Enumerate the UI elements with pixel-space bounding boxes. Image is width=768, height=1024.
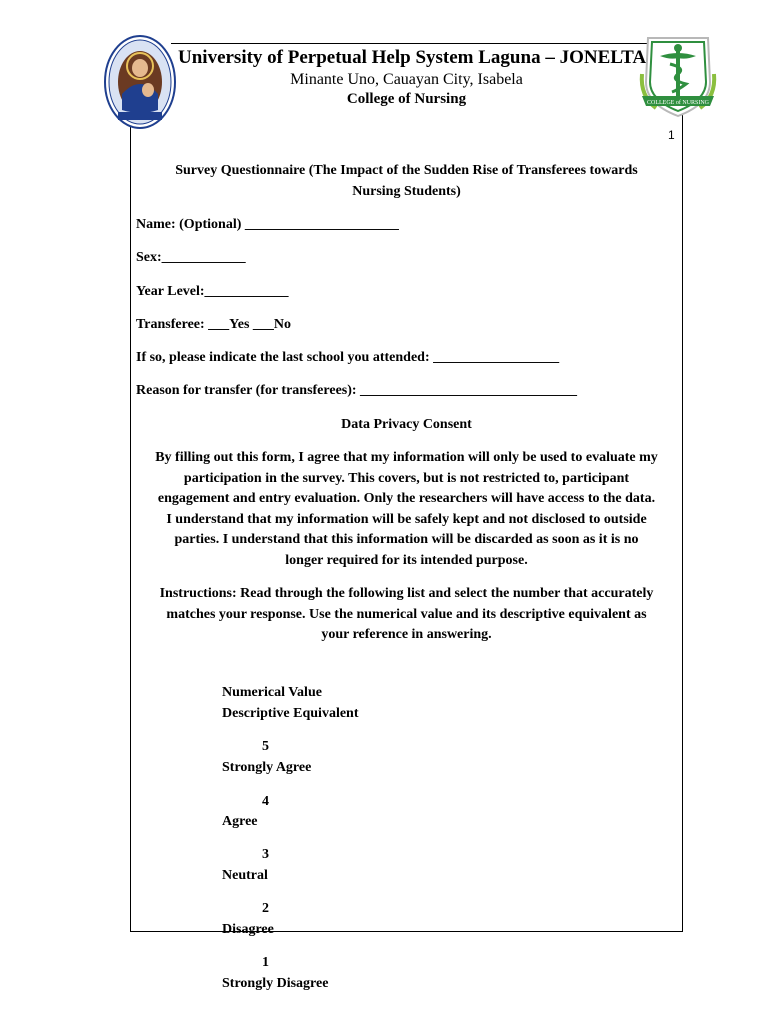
- scale-label: Strongly Agree: [222, 760, 312, 775]
- transferee-field: Transferee: ___Yes ___No: [136, 317, 292, 332]
- instructions-paragraph: Instructions: Read through the following list and select the number that accurately matches your response. Use the numerical value and its descriptive equivalent as your reference in answering.: [159, 586, 654, 643]
- scale-label: Agree: [222, 814, 258, 829]
- scale-header-descriptive: Descriptive Equivalent: [222, 706, 359, 721]
- reason-field: Reason for transfer (for transferees): _______________________________: [136, 383, 578, 398]
- scale-label: Strongly Disagree: [222, 976, 329, 991]
- sex-field: Sex:____________: [136, 250, 246, 265]
- last-school-field: If so, please indicate the last school you attended: __________________: [136, 350, 560, 365]
- college-name: College of Nursing: [346, 91, 467, 107]
- scale-value: 5: [262, 739, 269, 754]
- year-level-field: Year Level:____________: [136, 284, 289, 299]
- consent-heading: Data Privacy Consent: [341, 417, 472, 432]
- scale-label: Disagree: [222, 922, 274, 937]
- university-address: Minante Uno, Cauayan City, Isabela: [290, 71, 523, 88]
- scale-value: 1: [262, 955, 269, 970]
- scale-value: 2: [262, 901, 269, 916]
- scale-header-numerical: Numerical Value: [222, 685, 322, 700]
- university-name: University of Perpetual Help System Laguna – JONELTA: [178, 47, 647, 68]
- scale-value: 3: [262, 847, 269, 862]
- name-field: Name: (Optional) ______________________: [136, 217, 399, 232]
- scale-label: Neutral: [222, 868, 268, 883]
- logo-text: COLLEGE of NURSING: [647, 100, 709, 106]
- scale-value: 4: [262, 794, 269, 809]
- page-number: 1: [668, 128, 675, 142]
- survey-title: Survey Questionnaire (The Impact of the Sudden Rise of Transferees towards Nursing Students): [175, 163, 638, 199]
- consent-paragraph: By filling out this form, I agree that my information will only be used to evaluate my participation in the survey. This covers, but is not restricted to, participant engagement and entry evaluation. Only the researchers will have access to the data. I understand that my information will be safely kept and not disclosed to outside parties. I understand that this information will be discarded as soon as it is no longer required for its intended purpose.: [155, 450, 658, 568]
